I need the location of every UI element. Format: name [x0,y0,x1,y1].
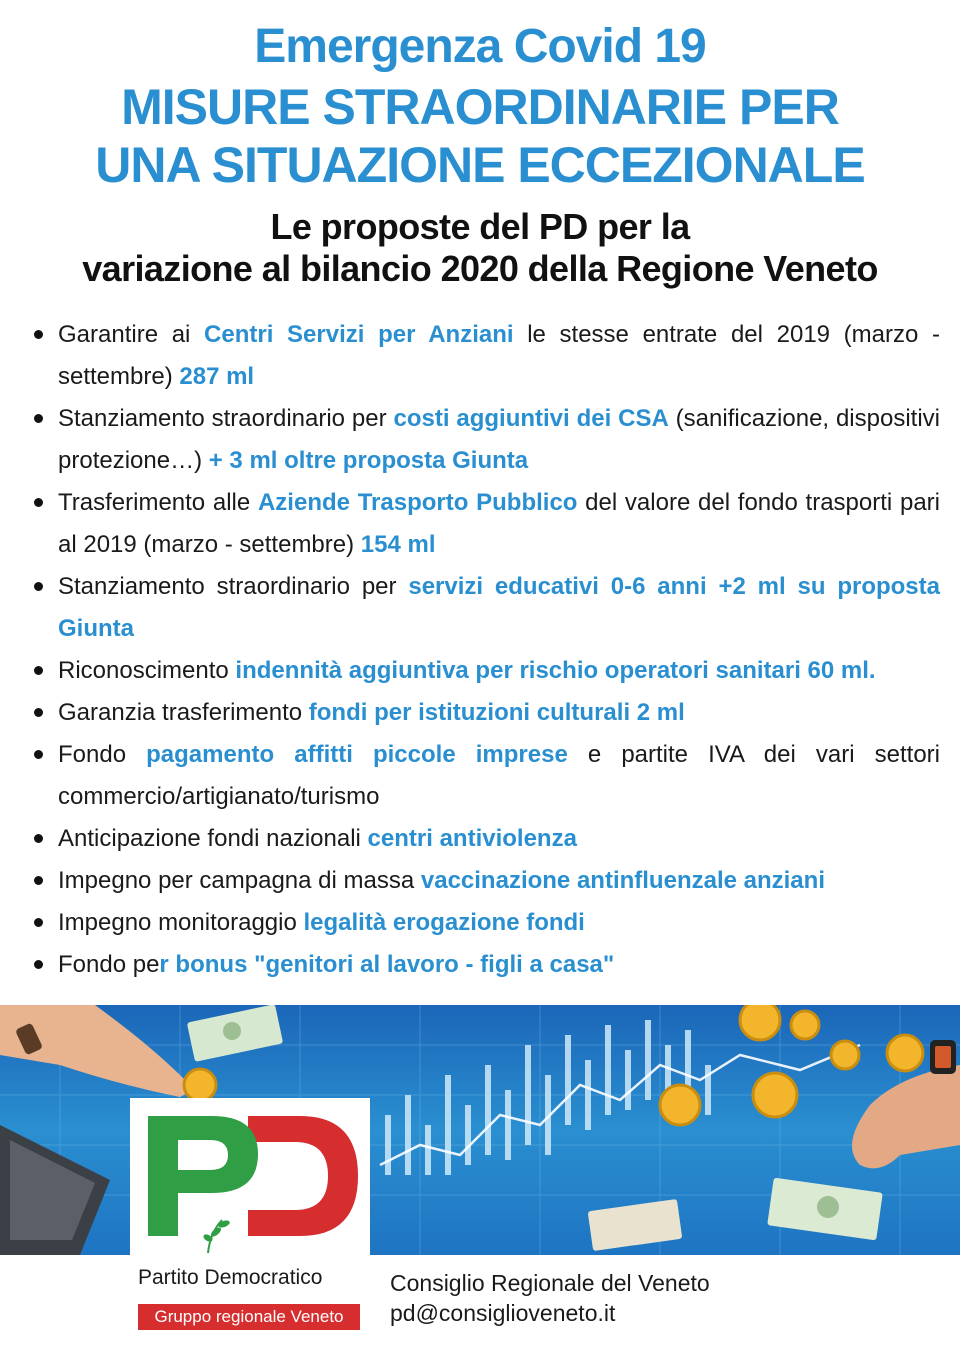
list-item: Stanziamento straordinario per servizi educativi 0-6 anni +2 ml su proposta Giunta [30,566,940,650]
title-line-1: Emergenza Covid 19 [254,20,706,73]
list-item: Fondo per bonus "genitori al lavoro - figli a casa" [30,944,940,986]
pd-logo-mark [130,1098,370,1258]
list-item: Riconoscimento indennità aggiuntiva per rischio operatori sanitari 60 ml. [30,650,940,692]
proposal-list [30,314,940,986]
pd-logo [130,1098,370,1258]
list-item: Garanzia trasferimento fondi per istituzioni culturali 2 ml [30,692,940,734]
list-item: Garantire ai Centri Servizi per Anziani le stesse entrate del 2019 (marzo - settembre) 287 ml [30,314,940,398]
list-item: Anticipazione fondi nazionali centri antiviolenza [30,818,940,860]
subtitle-line-2: variazione al bilancio 2020 della Regione Veneto [82,248,878,289]
title-line-3: UNA SITUAZIONE ECCEZIONALE [95,137,865,193]
list-item: Trasferimento alle Aziende Trasporto Pubblico del valore del fondo trasporti pari al 2019 (marzo - settembre) 154 ml [30,482,940,566]
contact-block [390,1268,710,1328]
organization-name: Consiglio Regionale del Veneto [390,1270,710,1296]
title-line-2: MISURE STRAORDINARIE PER [121,79,839,135]
list-item: Impegno monitoraggio legalità erogazione fondi [30,902,940,944]
list-item: Fondo pagamento affitti piccole imprese e partite IVA dei vari settori commercio/artigianato/turismo [30,734,940,818]
subtitle-line-1: Le proposte del PD per la [270,206,690,247]
list-item: Impegno per campagna di massa vaccinazione antinfluenzale anziani [30,860,940,902]
group-label: Gruppo regionale Veneto [138,1304,360,1330]
email-address[interactable]: pd@consiglioveneto.it [390,1300,616,1326]
list-item: Stanziamento straordinario per costi aggiuntivi dei CSA (sanificazione, dispositivi protezione…) + 3 ml oltre proposta Giunta [30,398,940,482]
party-name: Partito Democratico [138,1266,323,1289]
olive-branch-icon [202,1219,230,1253]
hand-icon [852,1065,960,1168]
